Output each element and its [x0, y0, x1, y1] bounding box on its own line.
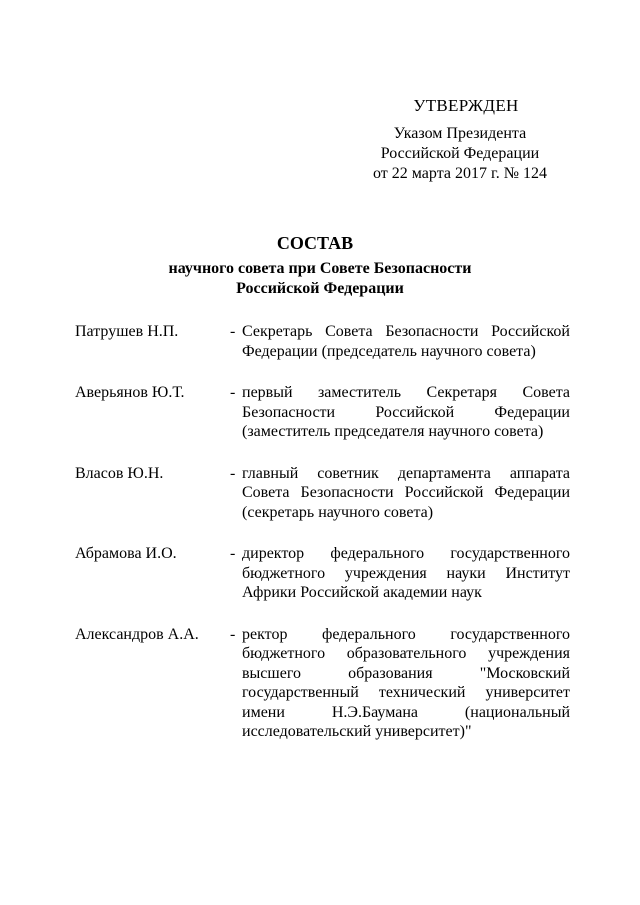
member-role: Секретарь Совета Безопасности Российской Федерации (председатель научного совета) — [242, 323, 570, 360]
member-role: ректор федерального государственного бюджетного образовательного учреждения высшего образования "Московский государственный технический университет имени Н.Э.Баумана (национальный исследовательский университет)" — [242, 625, 570, 740]
member-role: главный советник департамента аппарата Совета Безопасности Российской Федерации (секретарь научного совета) — [242, 464, 570, 521]
member-name: Александров А.А. — [75, 625, 199, 643]
member-row — [75, 383, 575, 442]
member-name: Аверьянов Ю.Т. — [75, 384, 185, 401]
approval-line-1: Указом Президента — [393, 125, 527, 142]
approval-line-2: Российской Федерации — [380, 145, 540, 162]
member-row — [75, 625, 575, 742]
member-dash: - — [230, 384, 236, 401]
member-dash: - — [230, 464, 236, 482]
document-heading — [0, 232, 640, 299]
approval-title: УТВЕРЖДЕН — [413, 96, 519, 115]
approval-line-3: от 22 марта 2017 г. № 124 — [373, 165, 547, 182]
member-dash: - — [230, 625, 236, 643]
member-dash: - — [230, 323, 236, 340]
member-row — [75, 464, 575, 523]
member-row — [75, 544, 575, 603]
member-name: Власов Ю.Н. — [75, 464, 164, 482]
member-name: Абрамова И.О. — [75, 545, 177, 562]
member-list — [75, 322, 575, 764]
approval-block — [360, 96, 560, 184]
member-name: Патрушев Н.П. — [75, 323, 179, 340]
heading-subtitle-1: научного совета при Совете Безопасности — [168, 260, 472, 277]
member-role: директор федерального государственного бюджетного учреждения науки Институт Африки Российской академии наук — [242, 545, 570, 601]
member-dash: - — [230, 545, 236, 562]
heading-subtitle-2: Российской Федерации — [236, 280, 404, 297]
member-row — [75, 322, 575, 361]
heading-title: СОСТАВ — [276, 233, 354, 253]
member-role: первый заместитель Секретаря Совета Безопасности Российской Федерации (заместитель председателя научного совета) — [242, 384, 570, 440]
